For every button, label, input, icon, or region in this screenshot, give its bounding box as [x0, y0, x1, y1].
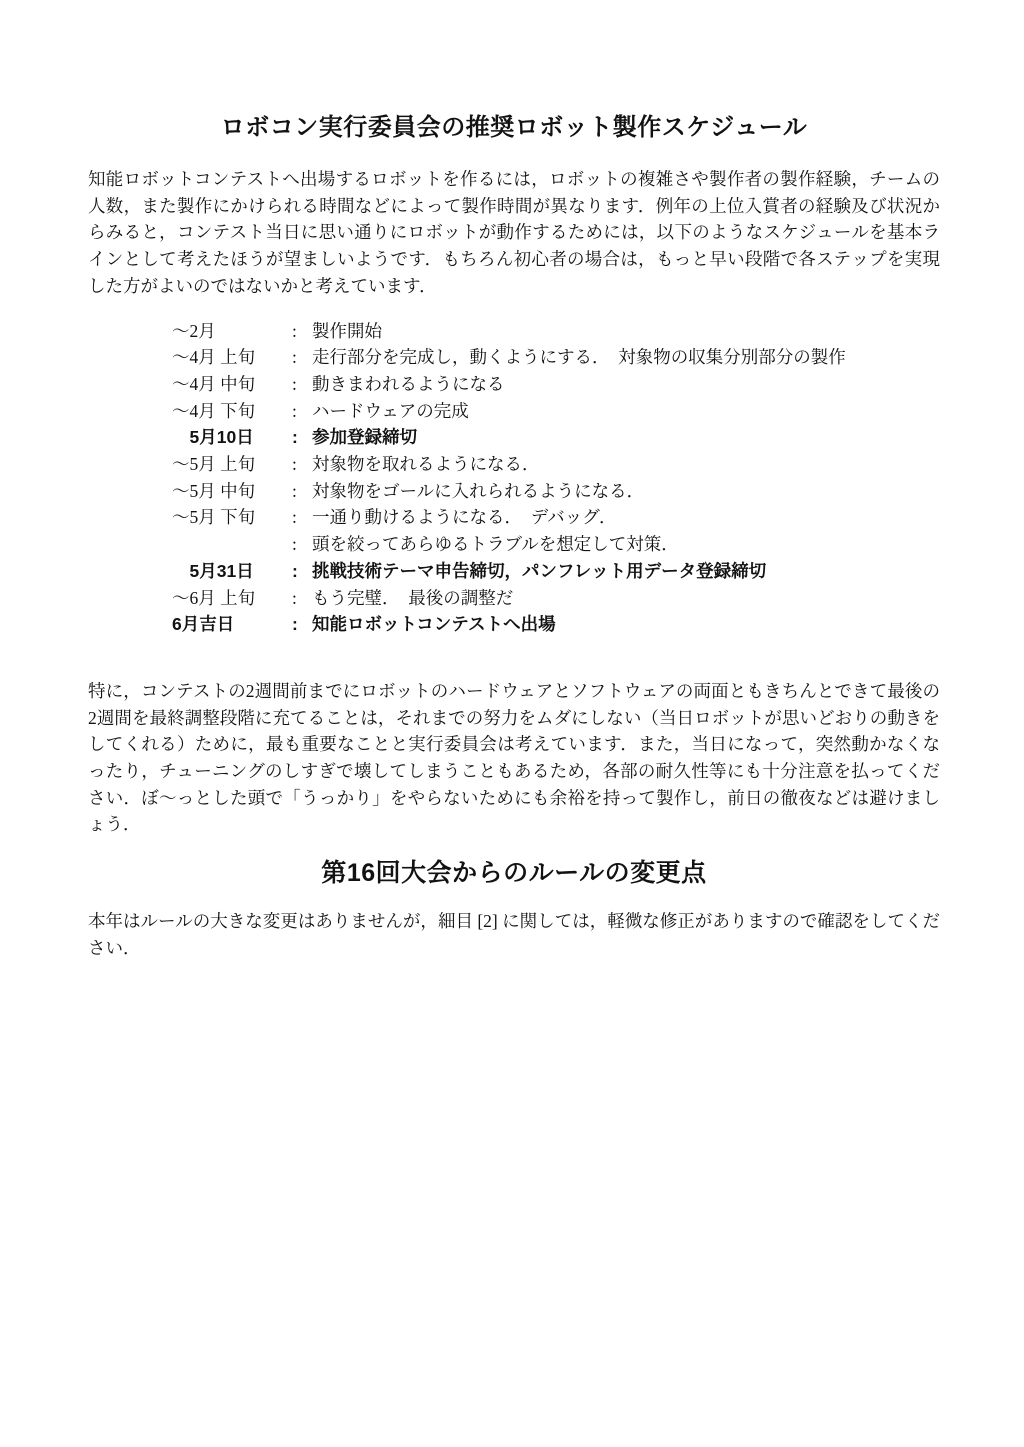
schedule-separator: :	[292, 560, 298, 581]
schedule-separator: :	[292, 454, 297, 475]
schedule-description: もう完璧． 最後の調整だ	[312, 587, 514, 608]
schedule-description: 一通り動けるようになる． デバッグ．	[312, 507, 617, 528]
schedule-row	[172, 371, 940, 398]
schedule-separator: :	[292, 614, 298, 635]
schedule-separator: :	[292, 534, 297, 555]
schedule-row	[172, 398, 940, 425]
schedule-separator: :	[292, 347, 297, 368]
schedule-date: ～4月 中旬	[172, 373, 256, 394]
schedule-separator: :	[292, 400, 297, 421]
schedule-date: ～5月 中旬	[172, 480, 256, 501]
schedule-row	[172, 531, 940, 558]
schedule-description: 走行部分を完成し，動くようにする． 対象物の収集分別部分の製作	[312, 347, 846, 368]
schedule-separator: :	[292, 480, 297, 501]
schedule-separator: :	[292, 507, 297, 528]
schedule-row	[172, 504, 940, 531]
schedule-row	[172, 585, 940, 612]
rules-heading: 第16回大会からのルールの変更点	[321, 859, 707, 888]
schedule-date: ～4月 上旬	[172, 347, 256, 368]
schedule-description: 製作開始	[312, 320, 382, 341]
rules-paragraph: 本年はルールの大きな変更はありませんが，細目 [2] に関しては，軽微な修正がありますので確認をしてください．	[88, 911, 940, 958]
schedule-row	[172, 424, 940, 451]
schedule-description: ハードウェアの完成	[312, 400, 469, 421]
schedule-row	[172, 478, 940, 505]
schedule-separator: :	[292, 427, 298, 448]
schedule-description: 知能ロボットコンテストへ出場	[312, 614, 556, 635]
schedule-date: 5月31日	[172, 560, 254, 581]
schedule-description: 頭を絞ってあらゆるトラブルを想定して対策．	[312, 534, 679, 555]
schedule-date: 6月吉日	[172, 614, 235, 635]
schedule-description: 挑戦技術テーマ申告締切，パンフレット用データ登録締切	[312, 560, 767, 581]
advice-paragraph: 特に，コンテストの2週間前までにロボットのハードウェアとソフトウェアの両面ともきちんとできて最後の2週間を最終調整段階に充てることは，それまでの努力をムダにしない（当日ロボットが思いどおりの動きをしてくれる）ために，最も重要なことと実行委員会は考えています．また，当日になって，突然動かなくなったり，チューニングのしすぎで壊してしまうこともあるため，各部の耐久性等にも十分注意を払ってください．ぼ～っとした頭で「うっかり」をやらないためにも余裕を持って製作し，前日の徹夜などは避けましょう．	[88, 680, 940, 835]
schedule-date: ～6月 上旬	[172, 587, 256, 608]
schedule-description: 対象物を取れるようになる．	[312, 454, 540, 475]
schedule-date: ～4月 下旬	[172, 400, 256, 421]
schedule-date: ～2月	[172, 320, 216, 341]
schedule-row	[172, 318, 940, 345]
schedule-date: ～5月 上旬	[172, 454, 256, 475]
page-title: ロボコン実行委員会の推奨ロボット製作スケジュール	[220, 114, 808, 141]
schedule-list	[172, 318, 940, 638]
schedule-description: 動きまわれるようになる	[312, 373, 505, 394]
schedule-date: 5月10日	[172, 427, 254, 448]
schedule-row	[172, 451, 940, 478]
schedule-date: ～5月 下旬	[172, 507, 256, 528]
schedule-separator: :	[292, 320, 297, 341]
schedule-description: 参加登録締切	[312, 427, 417, 448]
schedule-row	[172, 344, 940, 371]
schedule-description: 対象物をゴールに入れられるようになる．	[312, 480, 645, 501]
schedule-separator: :	[292, 587, 297, 608]
schedule-row	[172, 558, 940, 585]
schedule-row	[172, 611, 940, 638]
schedule-separator: :	[292, 373, 297, 394]
intro-paragraph: 知能ロボットコンテストへ出場するロボットを作るには，ロボットの複雑さや製作者の製作経験，チームの人数，また製作にかけられる時間などによって製作時間が異なります．例年の上位入賞者の経験及び状況からみると，コンテスト当日に思い通りにロボットが動作するためには，以下のようなスケジュールを基本ラインとして考えたほうが望ましいようです．もちろん初心者の場合は，もっと早い段階で各ステップを実現した方がよいのではないかと考えています．	[88, 169, 940, 296]
